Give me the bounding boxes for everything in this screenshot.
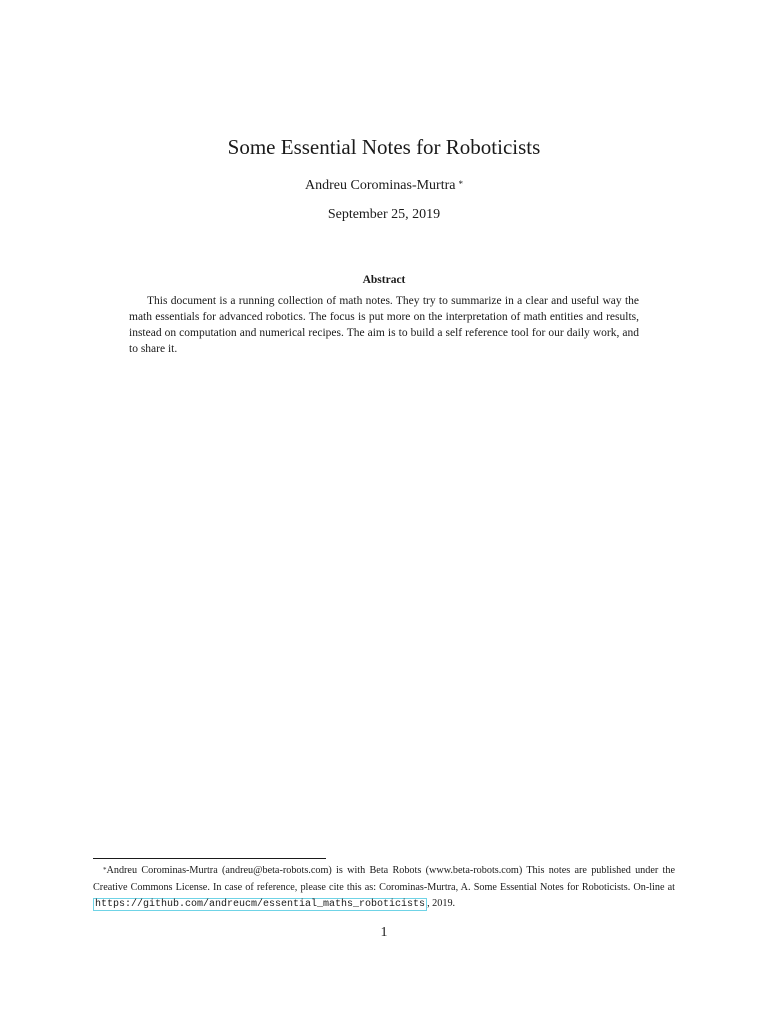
footnote-rule bbox=[93, 858, 326, 859]
paper-title: Some Essential Notes for Roboticists bbox=[227, 135, 541, 159]
author-footnote-mark: * bbox=[458, 179, 463, 189]
repository-link[interactable]: https://github.com/andreucm/essential_maths_roboticists bbox=[95, 899, 426, 910]
footnote-text: Andreu Corominas-Murtra (andreu@beta-robots.com) is with Beta Robots (www.beta-robots.com) This notes are published under the Creative Commons License. In case of reference, please cite this as: Corominas-Murtra, A. Some Essential Notes for Roboticists. On-line at bbox=[93, 865, 675, 893]
footnote-mark: * bbox=[103, 866, 107, 874]
author-line bbox=[0, 176, 768, 196]
page-number: 1 bbox=[380, 925, 388, 940]
author-name: Andreu Corominas-Murtra bbox=[305, 178, 456, 193]
paper-date: September 25, 2019 bbox=[327, 207, 441, 222]
abstract-body: This document is a running collection of math notes. They try to summarize in a clear and useful way the math essentials for advanced robotics. The focus is put more on the interpretation of math entities and results, instead on computation and numerical recipes. The aim is to build a self reference tool for our daily work, and to share it. bbox=[129, 295, 639, 355]
abstract-heading: Abstract bbox=[362, 274, 406, 286]
footnote bbox=[93, 863, 675, 914]
footnote-text-end: , 2019. bbox=[427, 898, 456, 909]
